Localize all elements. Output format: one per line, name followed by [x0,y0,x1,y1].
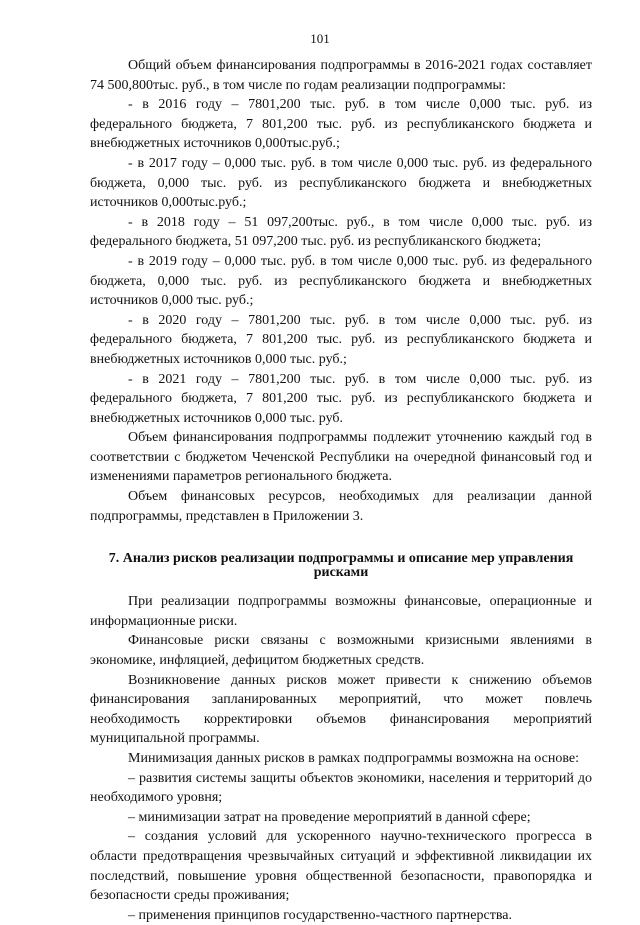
financing-year-2018: - в 2018 году – 51 097,200тыс. руб., в том числе 0,000 тыс. руб. из федерального бюджета, 51 097,200 тыс. руб. из республиканского бюджета; [90,214,592,250]
financing-year-2017: - в 2017 году – 0,000 тыс. руб. в том числе 0,000 тыс. руб. из федерального бюджета, 0,000 тыс. руб. из республиканского бюджета и внебюджетных источников 0,000тыс.руб.; [90,155,592,211]
measure-item-1: – развития системы защиты объектов экономики, населения и территорий до необходимого уровня; [90,770,592,806]
risks-paragraph-3: Возникновение данных рисков может привести к снижению объемов финансирования запланированных мероприятий, что может повлечь необходимость корректировки объемов финансирования мероприятий муниципальной программы. [90,672,592,747]
financing-intro: Общий объем финансирования подпрограммы в 2016-2021 годах составляет 74 500,800тыс. руб., в том числе по годам реализации подпрограммы: [90,58,592,93]
financing-appendix: Объем финансовых ресурсов, необходимых для реализации данной подпрограммы, представлен в Приложении 3. [90,489,592,524]
financing-year-2016: - в 2016 году – 7801,200 тыс. руб. в том числе 0,000 тыс. руб. из федерального бюджета, 7 801,200 тыс. руб. из республиканского бюджета и внебюджетных источников 0,000тыс.руб.; [90,97,592,152]
risks-paragraph-1: При реализации подпрограммы возможны финансовые, операционные и информационные риски. [90,594,592,629]
measure-item-4: – применения принципов государственно-частного партнерства. [128,907,512,923]
measure-item-3: – создания условий для ускоренного научно-технического прогресса в области предотвращения чрезвычайных ситуаций и эффективной ликвидации их последствий, повышение уровня общественной безопасности, правопорядка и безопасности среды проживания; [90,829,592,904]
risks-paragraph-2: Финансовые риски связаны с возможными кризисными явлениями в экономике, инфляцией, дефицитом бюджетных средств. [90,633,592,669]
document-body [90,56,592,925]
financing-year-2019: - в 2019 году – 0,000 тыс. руб. в том числе 0,000 тыс. руб. из федерального бюджета, 0,000 тыс. руб. из республиканского бюджета и внебюджетных источников 0,000 тыс. руб.; [90,253,592,309]
section-heading: 7. Анализ рисков реализации подпрограммы и описание мер управления рисками [108,551,574,581]
financing-year-2021: - в 2021 году – 7801,200 тыс. руб. в том числе 0,000 тыс. руб. из федерального бюджета, 7 801,200 тыс. руб. из республиканского бюджета и внебюджетных источников 0,000 тыс. руб. [90,371,592,426]
measure-item-2: – минимизации затрат на проведение мероприятий в данной сфере; [128,809,531,825]
financing-year-2020: - в 2020 году – 7801,200 тыс. руб. в том числе 0,000 тыс. руб. из федерального бюджета, 7 801,200 тыс. руб. из республиканского бюджета и внебюджетных источников 0,000 тыс. руб.; [90,312,592,367]
page-number: 101 [310,31,330,46]
risks-paragraph-4: Минимизация данных рисков в рамках подпрограммы возможна на основе: [128,751,579,766]
financing-note: Объем финансирования подпрограммы подлежит уточнению каждый год в соответствии с бюджетом Чеченской Республики на очередной финансовый год и изменениями параметров регионального бюджета. [90,430,592,485]
